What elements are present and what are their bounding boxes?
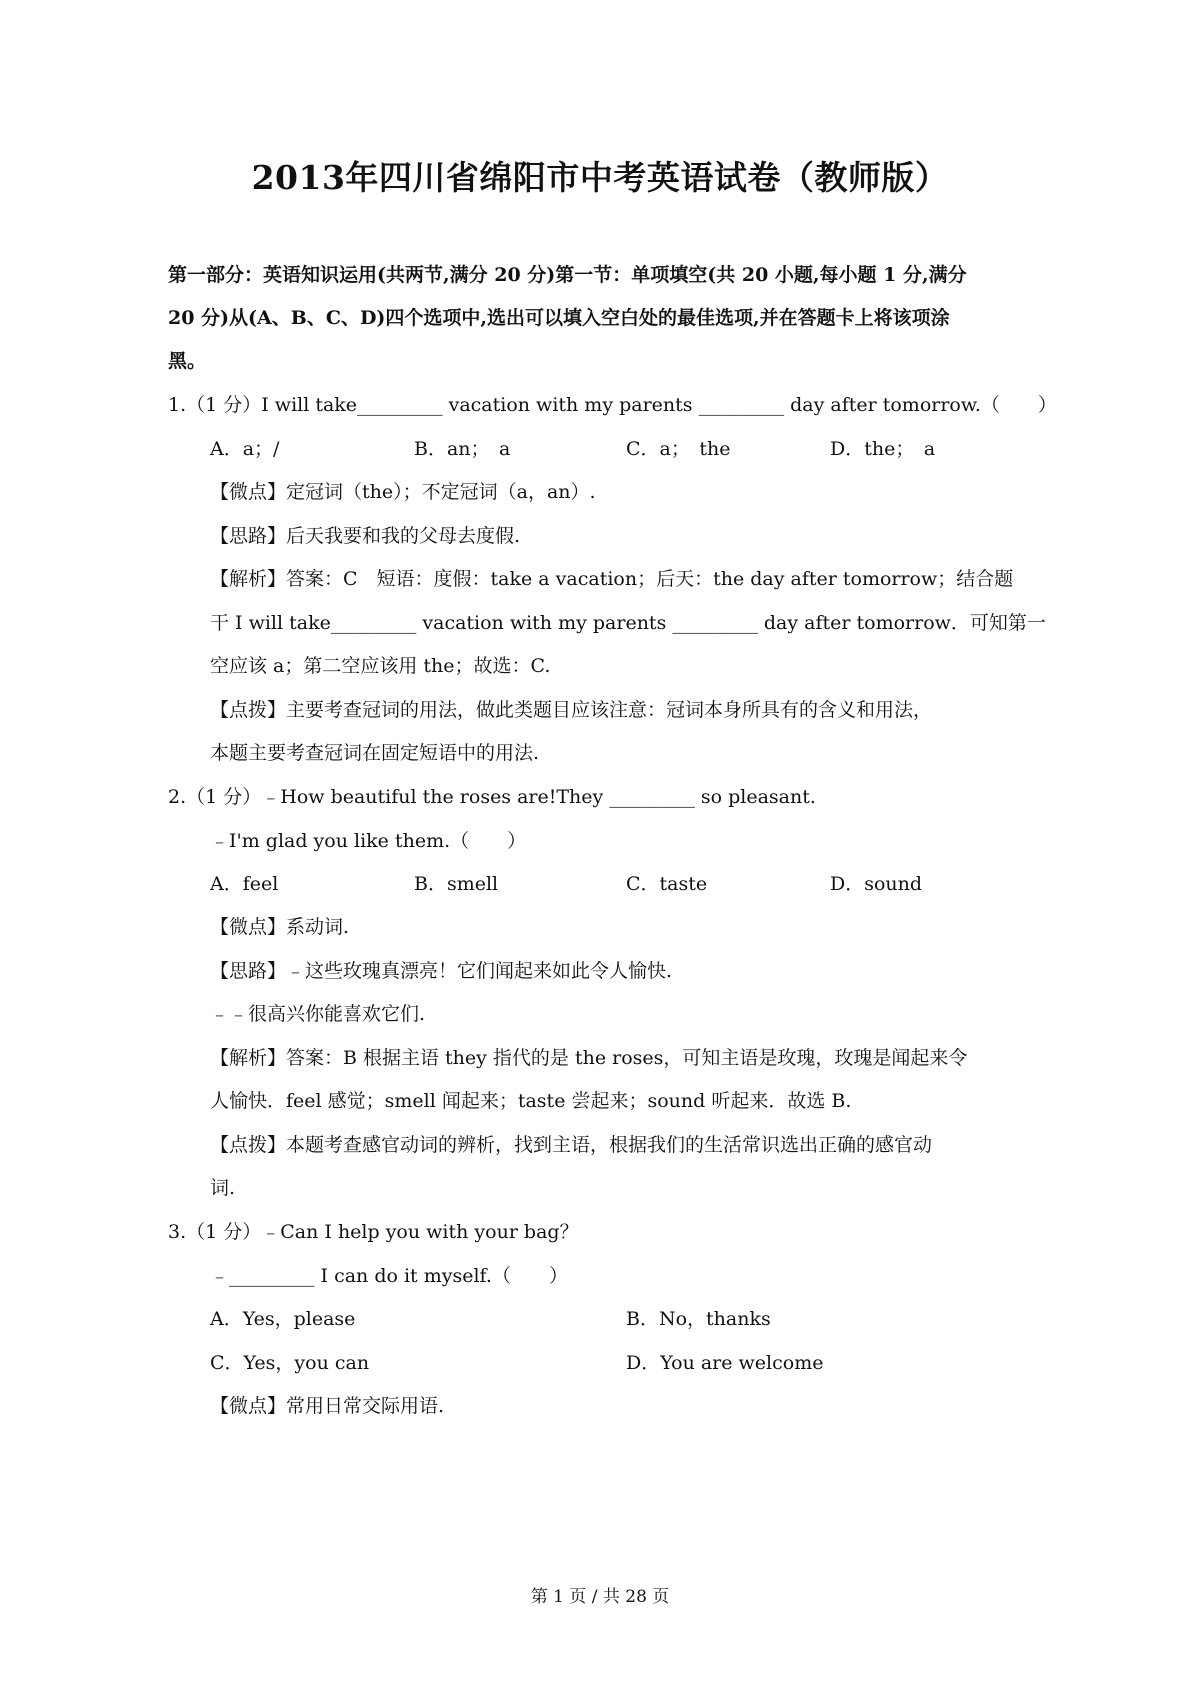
- question-2-option-c: C．taste: [626, 873, 708, 895]
- question-1-jiexi-line-1: 【解析】答案：C 短语：度假：take a vacation；后天：the day after tomorrow；结合题: [210, 568, 1014, 590]
- question-1-option-d: D．the； a: [830, 438, 936, 460]
- page-footer: 第 1 页 / 共 28 页: [530, 1587, 670, 1607]
- question-2-dianbo-line-1: 【点拨】本题考查感官动词的辨析，找到主语，根据我们的生活常识选出正确的感官动: [210, 1134, 933, 1156]
- question-3-stem: 3.（1 分）﹣Can I help you with your bag？: [168, 1221, 579, 1243]
- question-1-dianbo-line-1: 【点拨】主要考查冠词的用法，做此类题目应该注意：冠词本身所具有的含义和用法，: [210, 699, 933, 721]
- question-1-dianbo-line-2: 本题主要考查冠词在固定短语中的用法.: [210, 742, 540, 764]
- question-3-option-c: C．Yes，you can: [210, 1352, 370, 1374]
- question-1-jiexi-line-3: 空应该 a；第二空应该用 the；故选：C.: [210, 655, 551, 677]
- question-2-silu-line-2: ﹣﹣很高兴你能喜欢它们.: [210, 1003, 426, 1025]
- question-3-weidian: 【微点】常用日常交际用语.: [210, 1395, 445, 1417]
- section-heading-line-2: 20 分)从(A、B、C、D)四个选项中,选出可以填入空白处的最佳选项,并在答题卡上将该项涂: [168, 307, 950, 329]
- question-1-stem: 1.（1 分）I will take_________ vacation with my parents _________ day after tomorrow.（ ）: [168, 394, 1057, 416]
- question-1-silu: 【思路】后天我要和我的父母去度假.: [210, 525, 521, 547]
- question-3-option-b: B．No，thanks: [626, 1308, 771, 1330]
- question-2-option-a: A．feel: [210, 873, 279, 895]
- question-2-option-d: D．sound: [830, 873, 923, 895]
- question-3-option-a: A．Yes，please: [210, 1308, 356, 1330]
- document-title: 2013年四川省绵阳市中考英语试卷（教师版）: [251, 158, 949, 197]
- section-heading-line-1: 第一部分：英语知识运用(共两节,满分 20 分)第一节：单项填空(共 20 小题,每小题 1 分,满分: [168, 264, 967, 286]
- question-2-jiexi-line-1: 【解析】答案：B 根据主语 they 指代的是 the roses，可知主语是玫瑰，玫瑰是闻起来令: [210, 1047, 968, 1069]
- question-2-stem: 2.（1 分）﹣How beautiful the roses are!They _________ so pleasant.: [168, 786, 816, 808]
- question-2-jiexi-line-2: 人愉快．feel 感觉；smell 闻起来；taste 尝起来；sound 听起来．故选 B.: [210, 1090, 852, 1112]
- question-2-silu-line-1: 【思路】﹣这些玫瑰真漂亮！它们闻起来如此令人愉快.: [210, 960, 673, 982]
- question-3-stem-reply: ﹣_________ I can do it myself.（ ）: [210, 1265, 568, 1287]
- section-heading-line-3: 黑。: [168, 350, 207, 372]
- question-2-option-b: B．smell: [414, 873, 499, 895]
- question-1-option-a: A．a；/: [210, 438, 280, 460]
- question-2-stem-reply: ﹣I'm glad you like them.（ ）: [210, 830, 527, 852]
- question-2-dianbo-line-2: 词.: [210, 1177, 236, 1199]
- question-1-option-c: C．a； the: [626, 438, 731, 460]
- question-1-jiexi-line-2: 干 I will take_________ vacation with my parents _________ day after tomorrow．可知第一: [210, 612, 1046, 634]
- question-1-weidian: 【微点】定冠词（the）；不定冠词（a，an）.: [210, 481, 596, 503]
- question-3-option-d: D．You are welcome: [626, 1352, 824, 1374]
- question-2-weidian: 【微点】系动词.: [210, 916, 350, 938]
- question-1-option-b: B．an； a: [414, 438, 511, 460]
